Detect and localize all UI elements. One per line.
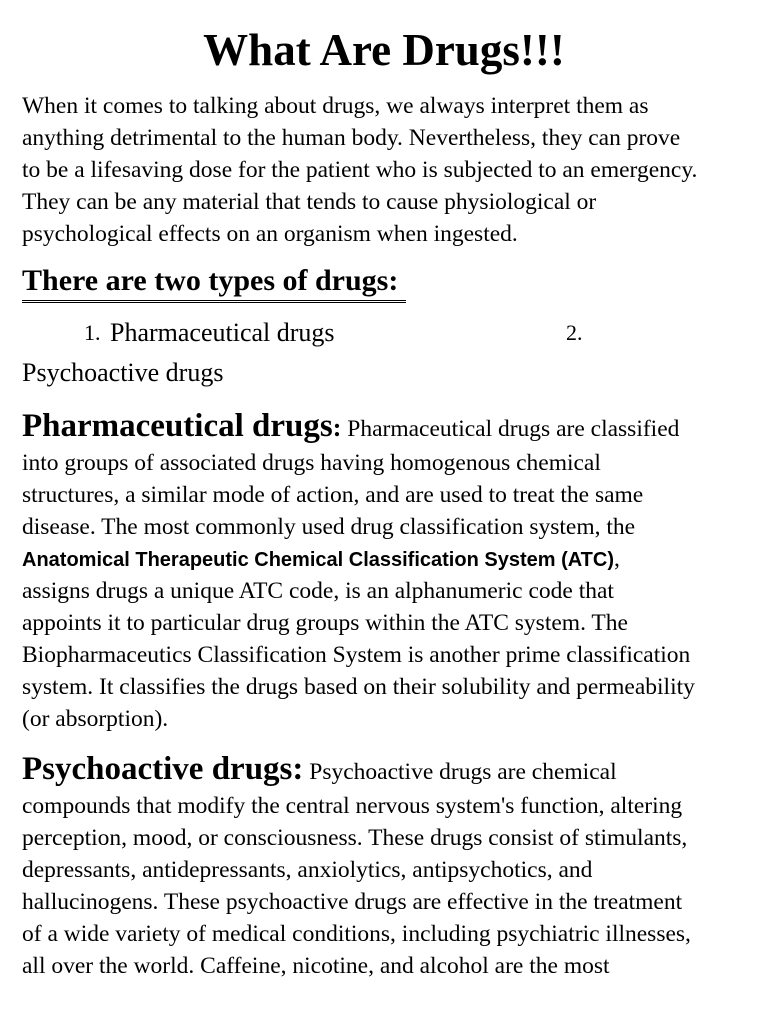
paragraph-line: compounds that modify the central nervous system's function, altering <box>22 793 683 819</box>
intro-line: They can be any material that tends to cause physiological or <box>22 189 597 215</box>
list-number: 2. <box>566 320 583 345</box>
psychoactive-section <box>22 748 752 982</box>
list-item-pharmaceutical: Pharmaceutical drugs <box>110 318 335 347</box>
paragraph-line: disease. The most commonly used drug classification system, the <box>22 514 636 540</box>
paragraph-line: all over the world. Caffeine, nicotine, and alcohol are the most <box>22 953 610 979</box>
page-title: What Are Drugs!!! <box>203 25 565 75</box>
list-item-psychoactive: Psychoactive drugs <box>22 358 224 387</box>
paragraph-line: into groups of associated drugs having homogenous chemical <box>22 450 601 476</box>
paragraph-line: assigns drugs a unique ATC code, is an alphanumeric code that <box>22 578 614 604</box>
paragraph-line: hallucinogens. These psychoactive drugs are effective in the treatment <box>22 889 683 915</box>
paragraph-line: depressants, antidepressants, anxiolytics, antipsychotics, and <box>22 857 593 883</box>
pharmaceutical-first-line <box>22 405 752 447</box>
psychoactive-heading: Psychoactive drugs: <box>22 751 304 787</box>
intro-line: psychological effects on an organism when ingested. <box>22 221 518 247</box>
atc-system-name: Anatomical Therapeutic Chemical Classification System (ATC) <box>22 549 615 571</box>
paragraph-line: (or absorption). <box>22 706 169 732</box>
intro-line: anything detrimental to the human body. Nevertheless, they can prove <box>22 125 681 151</box>
intro-paragraph <box>22 90 752 250</box>
intro-line: to be a lifesaving dose for the patient who is subjected to an emergency. <box>22 157 698 183</box>
psychoactive-intro-text: Psychoactive drugs are chemical <box>303 759 617 785</box>
atc-trailing: , <box>614 546 620 572</box>
paragraph-line: Biopharmaceutics Classification System is another prime classification <box>22 642 691 668</box>
pharmaceutical-heading: Pharmaceutical drugs <box>22 408 333 444</box>
pharmaceutical-intro-text: Pharmaceutical drugs are classified <box>341 416 680 442</box>
types-list <box>0 316 768 350</box>
atc-line <box>22 543 752 575</box>
paragraph-line: structures, a similar mode of action, and are used to treat the same <box>22 482 644 508</box>
psychoactive-first-line <box>22 748 752 790</box>
pharmaceutical-section <box>22 405 752 735</box>
heading-colon: : <box>332 413 342 442</box>
types-heading: There are two types of drugs: <box>22 262 406 303</box>
intro-line: When it comes to talking about drugs, we always interpret them as <box>22 93 649 119</box>
paragraph-line: system. It classifies the drugs based on their solubility and permeability <box>22 674 695 700</box>
paragraph-line: appoints it to particular drug groups within the ATC system. The <box>22 610 628 636</box>
paragraph-line: perception, mood, or consciousness. These drugs consist of stimulants, <box>22 825 688 851</box>
paragraph-line: of a wide variety of medical conditions, including psychiatric illnesses, <box>22 921 691 947</box>
list-number: 1. <box>84 320 101 345</box>
